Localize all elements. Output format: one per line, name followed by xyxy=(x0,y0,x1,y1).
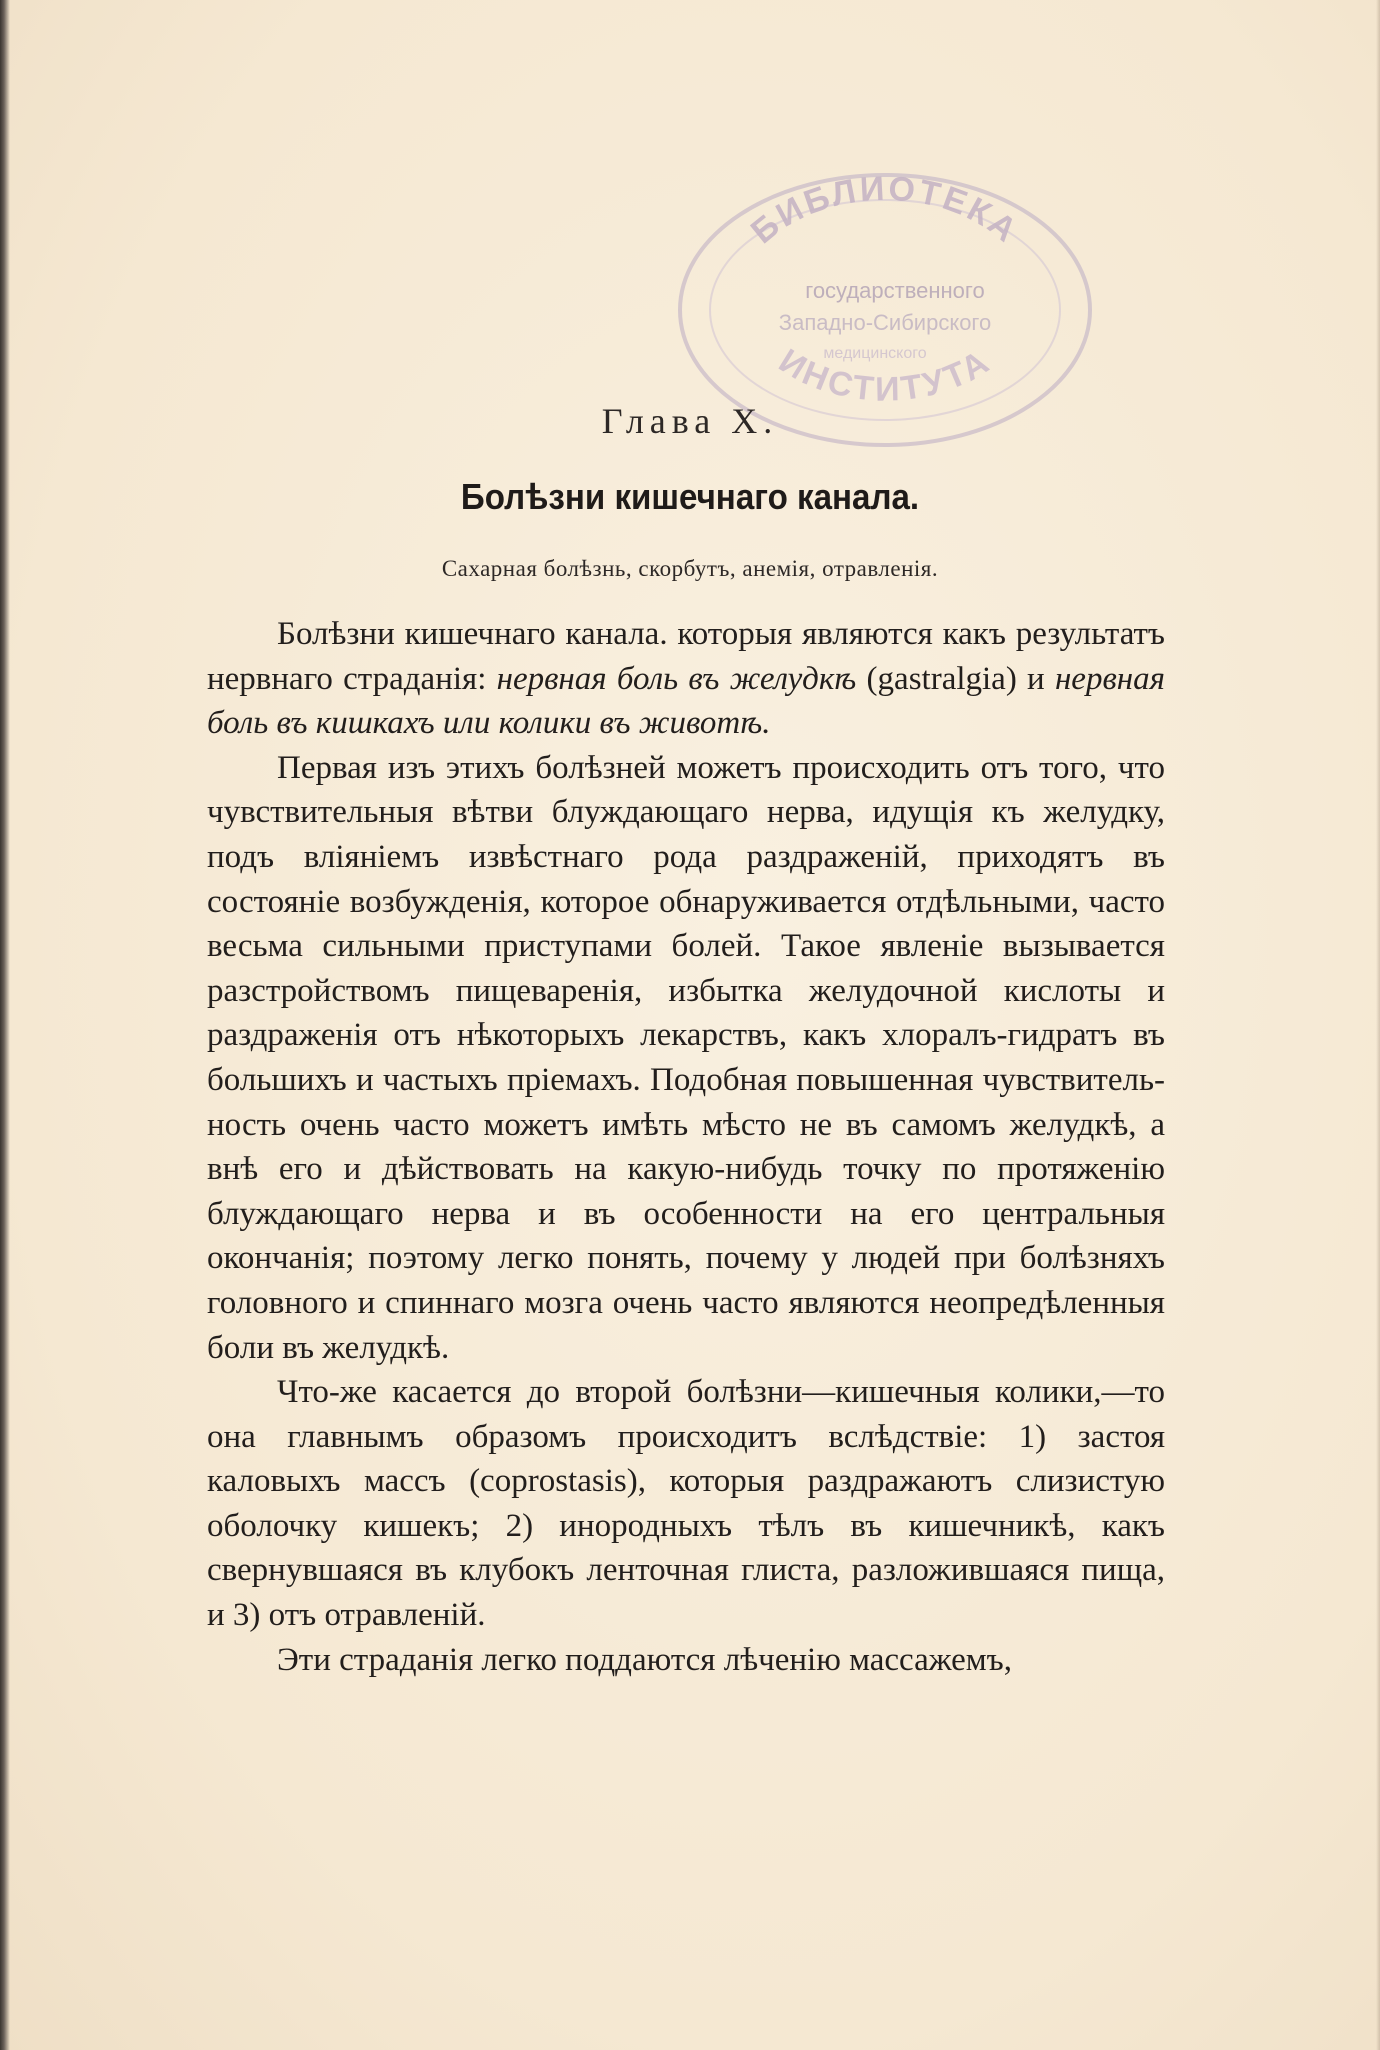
paragraph-text: Первая изъ этихъ болѣзней можетъ происходить отъ того, что чувствительныя вѣтви блуждающаго нерва, идущія къ желудку, подъ вліяніемъ извѣстнаго рода раздраженій, приходятъ въ состояніе возбужденія, которое обнаруживается отдѣльными, часто весьма сильными приступами болей. Такое явленіе вызывается разстройствомъ пищеваренія, избытка желудочной кислоты и раздраженія отъ нѣкоторыхъ лекарствъ, какъ хлоралъ-гидратъ въ большихъ и частыхъ пріемахъ. Подобная повышенная чувствительность очень часто можетъ имѣть мѣсто не въ самомъ желудкѣ, а внѣ его и дѣйствовать на какую-нибудь точку по протяженію блуждающаго нерва и въ особенности на его центральныя окончанія; поэтому легко понять, почему у людей при болѣзняхъ головного и спиннаго мозга очень часто являются неопредѣленныя боли въ желудкѣ. xyxy=(207,749,1165,1366)
paragraph-text-italic: нервная боль въ желудкѣ xyxy=(496,660,857,697)
svg-text:БИБЛИОТЕКА xyxy=(744,170,1026,252)
chapter-heading: Глава X. xyxy=(601,401,779,441)
chapter-subtitle: Сахарная болѣзнь, скорбутъ, анемія, отравленія. xyxy=(441,556,939,581)
chapter-body xyxy=(207,612,1165,1682)
stamp-line-4: медицинского xyxy=(823,345,927,362)
paragraph xyxy=(207,746,1165,1370)
stamp-line-3: Западно-Сибирского xyxy=(778,310,992,335)
stamp-arc-bottom: ИНСТИТУТА xyxy=(772,341,998,409)
paragraph-text-italic: нервная боль въ кишкахъ или колики въ животѣ. xyxy=(207,660,1165,742)
stamp-line-2: государственного xyxy=(805,278,985,303)
chapter-title: Болѣзни кишечнаго канала. xyxy=(460,476,920,517)
paragraph-text: Болѣзни кишечнаго канала. которыя являются какъ результатъ нервнаго страданія: xyxy=(207,616,1165,697)
paragraph xyxy=(207,1638,1165,1683)
page-right-edge xyxy=(1376,0,1380,2050)
paragraph xyxy=(207,612,1165,746)
page-binding-edge xyxy=(0,0,10,2050)
stamp-arc-top: БИБЛИОТЕКА xyxy=(744,169,1026,252)
paragraph-text: (gastralgia) и xyxy=(856,660,1055,697)
paragraph xyxy=(207,1370,1165,1638)
paragraph-text: Что-же касается до второй болѣзни—кишечныя колики,—то она главнымъ образомъ происходитъ вслѣдствіе: 1) застоя каловыхъ массъ (coprostasis), которыя раздражаютъ слизистую оболочку кишекъ; 2) инородныхъ тѣлъ въ кишечникѣ, какъ свернувшаяся въ клубокъ ленточная глиста, разложившаяся пища, и 3) отъ отравленій. xyxy=(207,1374,1165,1634)
paragraph-text: Эти страданія легко поддаются лѣченію массажемъ, xyxy=(277,1641,1012,1678)
